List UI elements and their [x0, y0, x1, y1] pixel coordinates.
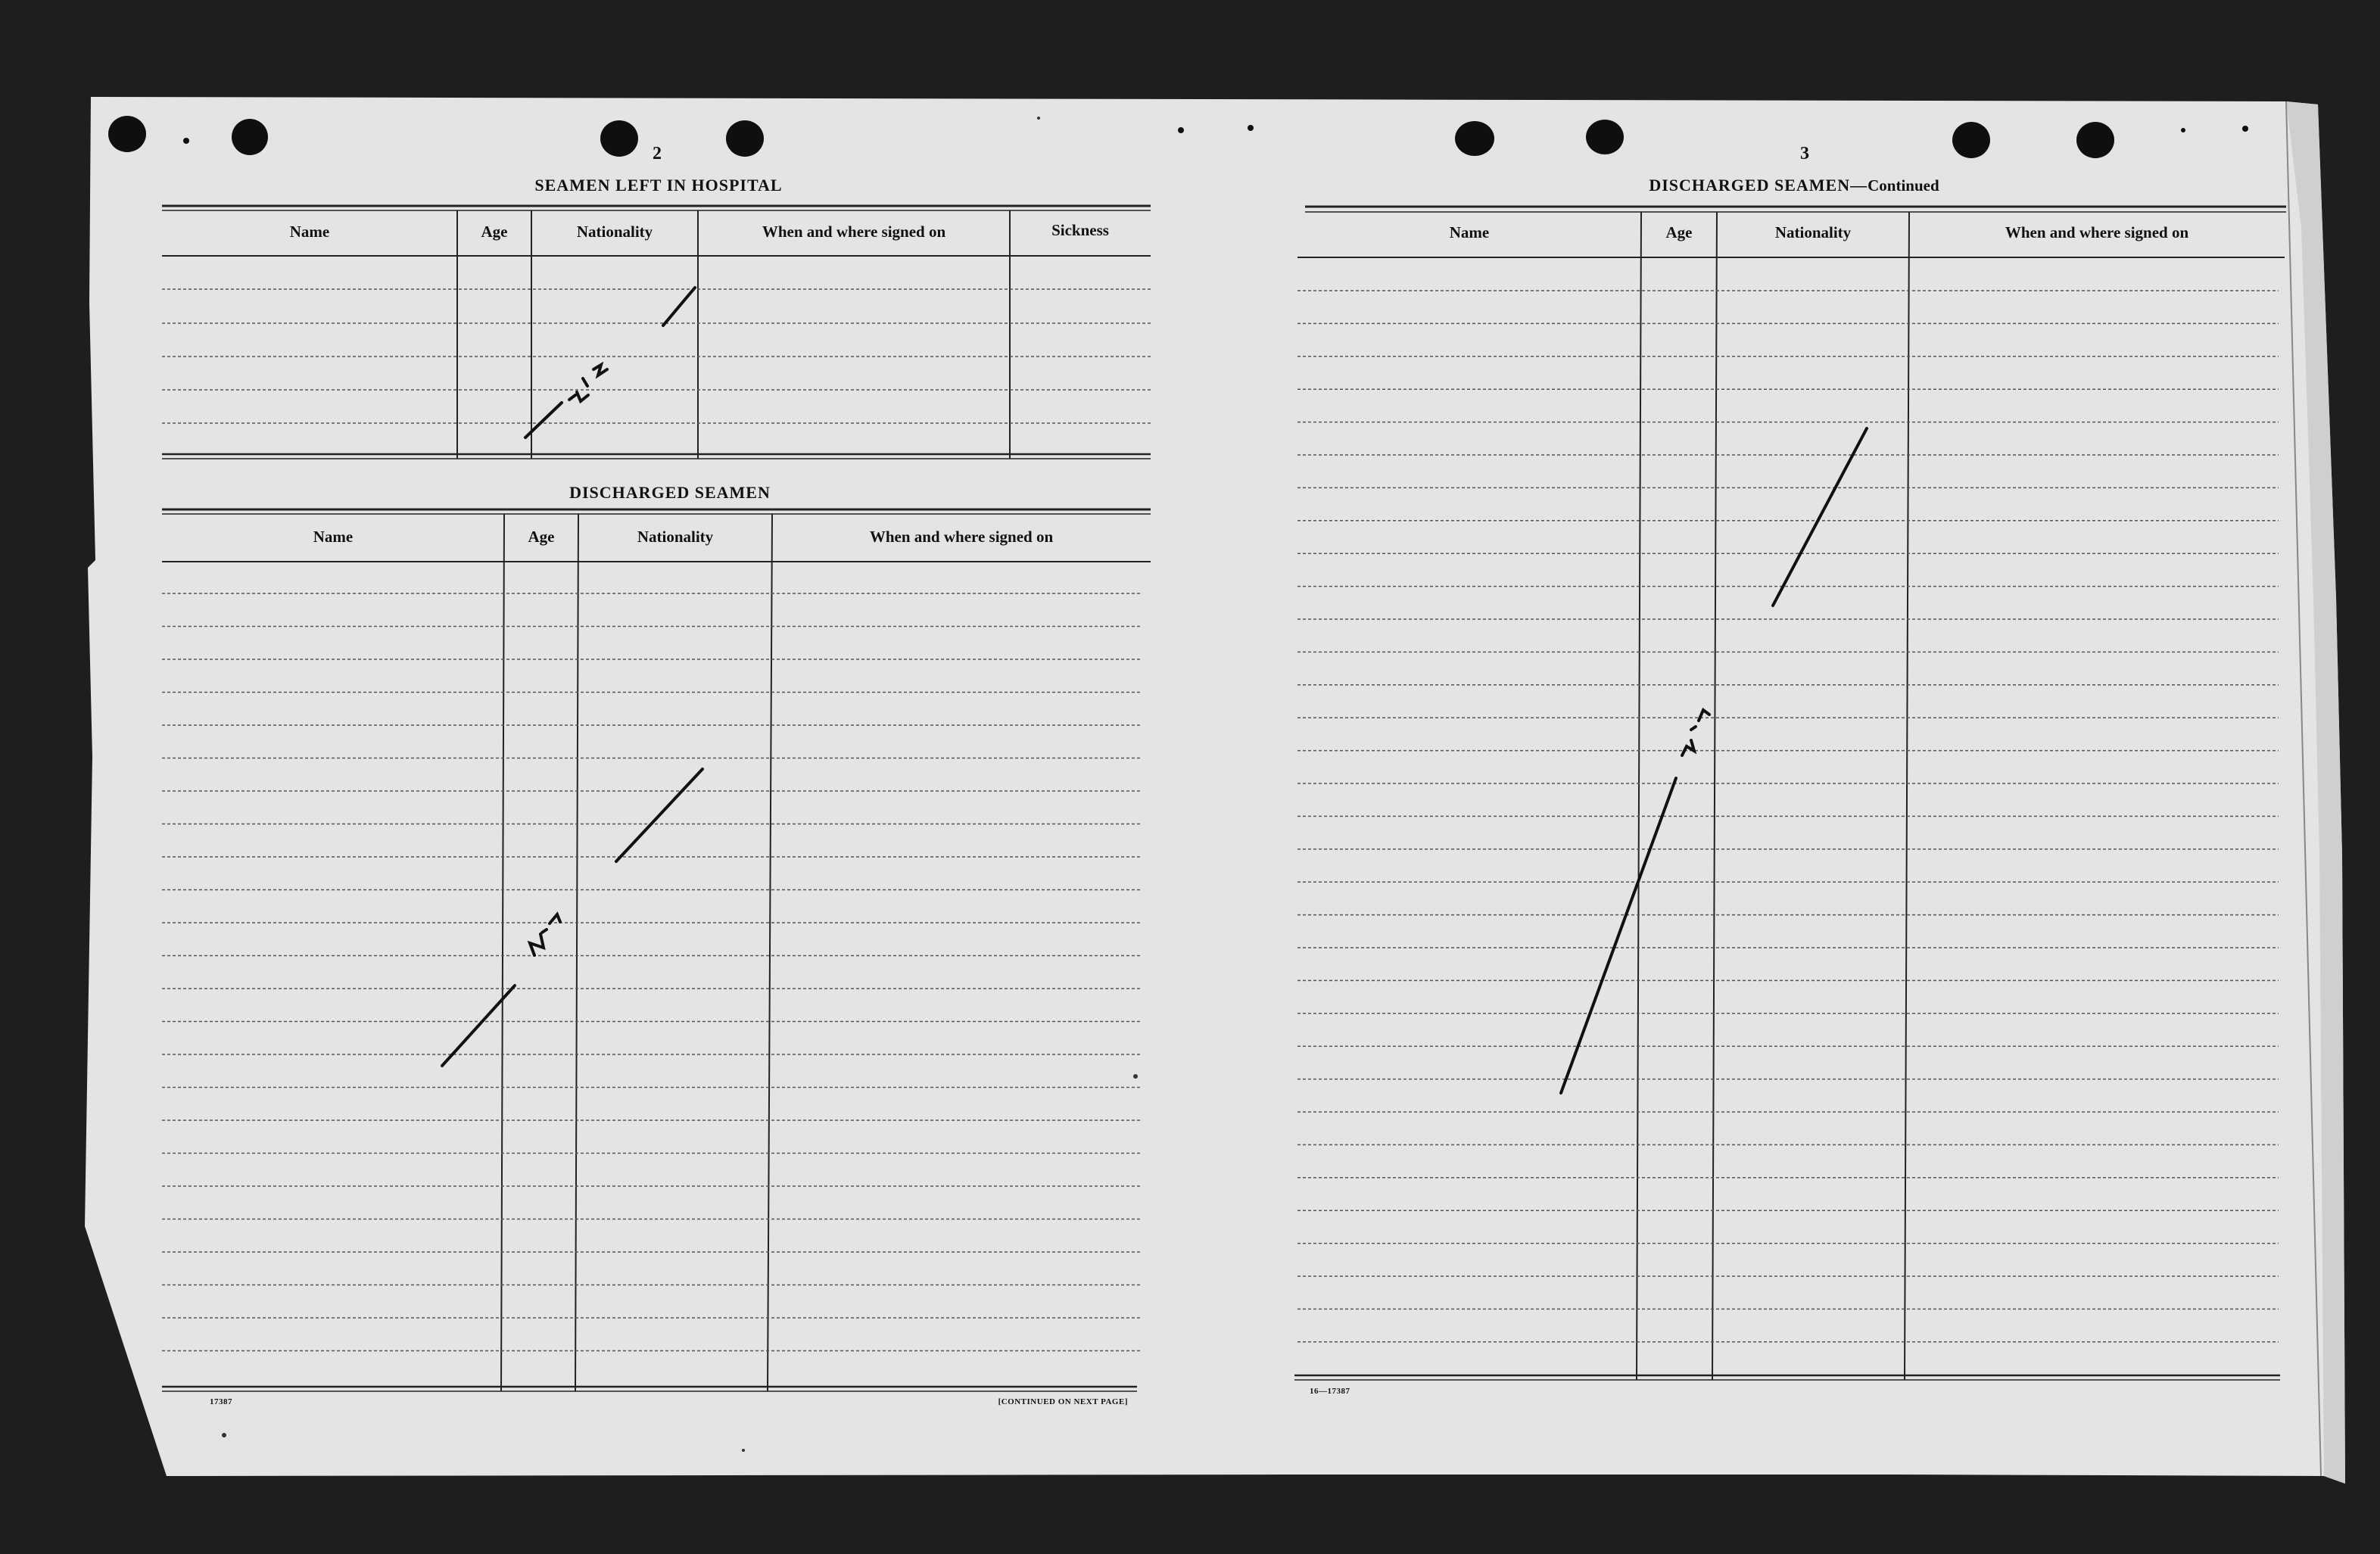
paper-sheet: [85, 97, 2345, 1484]
left-page-number: 2: [653, 144, 662, 163]
hospital-col-nationality: Nationality: [576, 223, 653, 241]
continued-col-name: Name: [1449, 223, 1490, 241]
discharged-col-nationality: Nationality: [637, 528, 714, 546]
hospital-col-name: Name: [289, 223, 330, 241]
hospital-col-signed-on: When and where signed on: [762, 223, 946, 241]
right-form-number: 16—17387: [1310, 1387, 1350, 1396]
discharged-col-name: Name: [313, 528, 354, 546]
continued-col-signed-on: When and where signed on: [2005, 223, 2189, 241]
continued-col-nationality: Nationality: [1774, 223, 1852, 241]
hospital-col-age: Age: [481, 223, 508, 241]
continued-section-title: [1529, 176, 2059, 195]
right-page-number: 3: [1800, 144, 1809, 163]
continued-col-age: Age: [1665, 223, 1693, 241]
discharged-section-title: DISCHARGED SEAMEN: [569, 483, 771, 502]
continued-on-next-page-note: [CONTINUED ON NEXT PAGE]: [998, 1397, 1128, 1406]
hospital-col-sickness: Sickness: [1051, 221, 1109, 239]
continued-title-main: DISCHARGED SEAMEN—: [1649, 176, 1868, 195]
hospital-section-title: SEAMEN LEFT IN HOSPITAL: [534, 176, 783, 195]
discharged-col-age: Age: [528, 528, 555, 546]
continued-title-suffix: Continued: [1868, 176, 1939, 195]
discharged-col-signed-on: When and where signed on: [869, 528, 1054, 546]
left-form-number: 17387: [210, 1397, 232, 1406]
